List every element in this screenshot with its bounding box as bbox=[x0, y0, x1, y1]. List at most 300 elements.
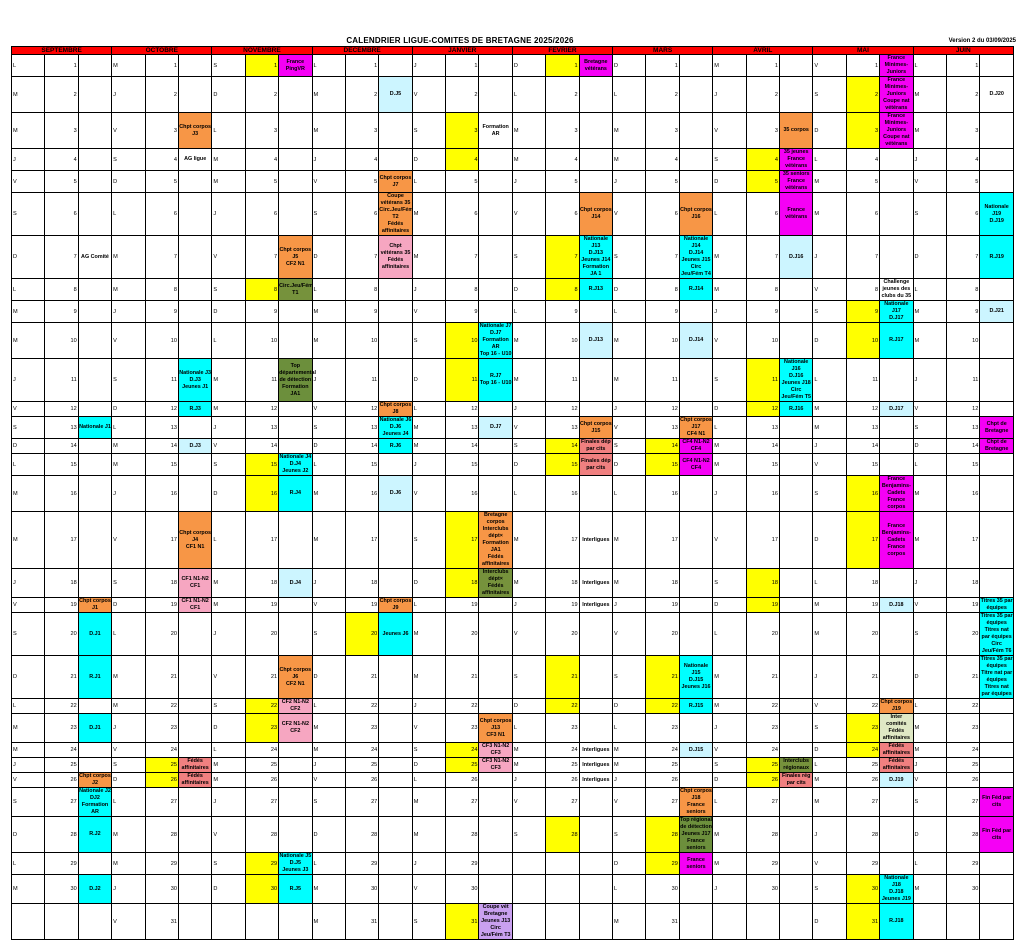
day-number-cell: 9 bbox=[446, 301, 479, 323]
event-cell bbox=[178, 439, 211, 454]
day-row bbox=[12, 853, 1014, 875]
weekday-cell: S bbox=[913, 788, 946, 817]
day-number-cell: 5 bbox=[245, 171, 278, 193]
event-cell bbox=[279, 77, 312, 113]
weekday-cell: V bbox=[112, 113, 145, 149]
weekday-cell: V bbox=[12, 171, 45, 193]
day-number-cell: 17 bbox=[546, 512, 579, 569]
event-cell bbox=[579, 598, 612, 613]
event-text: Nationale J5 bbox=[279, 853, 312, 859]
event-cell bbox=[980, 598, 1014, 613]
event-cell bbox=[880, 417, 913, 439]
weekday-cell: V bbox=[813, 699, 846, 714]
weekday-cell: M bbox=[12, 714, 45, 743]
event-cell bbox=[980, 853, 1014, 875]
event-text: Interclubs régionaux bbox=[783, 758, 810, 771]
day-number-cell: 5 bbox=[446, 171, 479, 193]
day-number-cell: 6 bbox=[746, 193, 779, 236]
day-number-cell: 18 bbox=[846, 569, 879, 598]
event-cell bbox=[78, 904, 111, 940]
event-text: Nationale J4 bbox=[279, 454, 312, 460]
weekday-cell: S bbox=[112, 359, 145, 402]
event-text: Jeunes J2 bbox=[282, 468, 309, 474]
weekday-cell: V bbox=[813, 279, 846, 301]
day-number-cell: 23 bbox=[546, 714, 579, 743]
event-cell bbox=[579, 773, 612, 788]
weekday-cell: S bbox=[112, 758, 145, 773]
weekday-cell: M bbox=[512, 758, 545, 773]
day-number-cell: 6 bbox=[345, 193, 378, 236]
day-row bbox=[12, 171, 1014, 193]
event-cell bbox=[880, 236, 913, 279]
day-number-cell: 7 bbox=[946, 236, 979, 279]
event-cell bbox=[279, 323, 312, 359]
event-text: Formation AR bbox=[482, 337, 509, 350]
day-number-cell: 13 bbox=[446, 417, 479, 439]
weekday-cell: D bbox=[813, 113, 846, 149]
day-number-cell: 20 bbox=[646, 613, 679, 656]
event-cell bbox=[779, 904, 812, 940]
weekday-cell: L bbox=[212, 512, 245, 569]
day-number-cell: 30 bbox=[846, 875, 879, 904]
event-cell bbox=[78, 279, 111, 301]
weekday-cell: M bbox=[312, 301, 345, 323]
event-cell bbox=[279, 454, 312, 476]
day-row bbox=[12, 569, 1014, 598]
event-cell bbox=[779, 402, 812, 417]
event-text: Jeunes J3 bbox=[282, 867, 309, 873]
event-text: D.J19 bbox=[889, 776, 904, 783]
event-text: D.J4 bbox=[289, 579, 302, 586]
weekday-cell: M bbox=[112, 699, 145, 714]
event-cell bbox=[178, 817, 211, 853]
day-number-cell: 17 bbox=[446, 512, 479, 569]
weekday-cell: M bbox=[112, 279, 145, 301]
day-number-cell: 22 bbox=[846, 699, 879, 714]
event-text: Circ Jeu/Fém T4 bbox=[681, 264, 711, 277]
day-number-cell: 9 bbox=[746, 301, 779, 323]
event-text: Nationale J14 bbox=[683, 236, 709, 249]
weekday-cell: D bbox=[412, 149, 445, 171]
event-cell bbox=[880, 512, 913, 569]
day-number-cell: 22 bbox=[45, 699, 78, 714]
event-cell bbox=[379, 512, 412, 569]
event-text: Nationale J2 bbox=[79, 788, 111, 794]
event-text: CF1 N1 bbox=[185, 543, 205, 550]
day-number-cell: 27 bbox=[746, 788, 779, 817]
weekday-cell: L bbox=[813, 569, 846, 598]
weekday-cell: M bbox=[613, 569, 646, 598]
event-text: Titres 35 par équipes bbox=[980, 613, 1013, 626]
event-text: Chpt de Bretagne bbox=[984, 439, 1009, 452]
event-cell bbox=[178, 569, 211, 598]
weekday-cell: L bbox=[713, 193, 746, 236]
weekday-cell: L bbox=[312, 454, 345, 476]
weekday-cell: S bbox=[212, 699, 245, 714]
day-number-cell: 22 bbox=[245, 699, 278, 714]
event-text: Jeunes J4 bbox=[382, 431, 409, 437]
weekday-cell: J bbox=[112, 476, 145, 512]
day-number-cell: 5 bbox=[746, 171, 779, 193]
day-number-cell: 10 bbox=[946, 323, 979, 359]
event-text: Jeunes J6 bbox=[382, 630, 409, 637]
event-cell bbox=[579, 788, 612, 817]
event-cell bbox=[78, 853, 111, 875]
event-text: Titres 35 par équipes bbox=[980, 656, 1013, 669]
event-cell bbox=[178, 171, 211, 193]
weekday-cell: S bbox=[813, 301, 846, 323]
day-number-cell: 22 bbox=[646, 699, 679, 714]
event-text: CF1 N1-N2 bbox=[181, 576, 209, 582]
event-cell bbox=[279, 149, 312, 171]
weekday-cell: M bbox=[112, 853, 145, 875]
weekday-cell: S bbox=[312, 417, 345, 439]
event-cell bbox=[779, 598, 812, 613]
day-number-cell: 5 bbox=[846, 171, 879, 193]
event-cell bbox=[78, 359, 111, 402]
event-text: D.J13 bbox=[588, 250, 604, 256]
event-text: CF3 N1-N2 bbox=[482, 758, 510, 764]
day-number-cell: 2 bbox=[946, 77, 979, 113]
event-text: 35 seniors bbox=[782, 171, 810, 177]
weekday-cell: J bbox=[512, 171, 545, 193]
event-cell bbox=[679, 613, 712, 656]
event-text: France Minimes- bbox=[884, 77, 909, 90]
event-cell bbox=[479, 171, 512, 193]
day-number-cell: 18 bbox=[245, 569, 278, 598]
day-number-cell: 15 bbox=[245, 454, 278, 476]
event-text: Circ Jeu/Fém T3 bbox=[480, 925, 511, 938]
event-cell bbox=[980, 417, 1014, 439]
day-row bbox=[12, 323, 1014, 359]
day-number-cell: 12 bbox=[245, 402, 278, 417]
day-row bbox=[12, 904, 1014, 940]
weekday-cell: J bbox=[112, 714, 145, 743]
day-row bbox=[12, 598, 1014, 613]
event-cell bbox=[679, 193, 712, 236]
event-cell bbox=[279, 569, 312, 598]
day-number-cell: 10 bbox=[546, 323, 579, 359]
event-text: Juniors bbox=[886, 91, 907, 97]
weekday-cell: M bbox=[312, 904, 345, 940]
event-text: Circ.Jeu/Fém T2 bbox=[379, 207, 414, 220]
weekday-cell: J bbox=[613, 773, 646, 788]
day-number-cell: 18 bbox=[946, 569, 979, 598]
weekday-cell: L bbox=[312, 853, 345, 875]
event-cell bbox=[379, 323, 412, 359]
event-cell bbox=[178, 454, 211, 476]
event-cell bbox=[379, 476, 412, 512]
weekday-cell: M bbox=[913, 714, 946, 743]
event-cell bbox=[178, 875, 211, 904]
weekday-cell: M bbox=[713, 236, 746, 279]
weekday-cell: M bbox=[613, 512, 646, 569]
day-row bbox=[12, 439, 1014, 454]
day-number-cell: 5 bbox=[145, 171, 178, 193]
weekday-cell: M bbox=[613, 359, 646, 402]
day-number-cell: 4 bbox=[145, 149, 178, 171]
weekday-cell: S bbox=[112, 569, 145, 598]
event-cell bbox=[479, 788, 512, 817]
weekday-cell: M bbox=[613, 113, 646, 149]
event-cell bbox=[679, 55, 712, 77]
day-row bbox=[12, 476, 1014, 512]
weekday-cell: D bbox=[813, 743, 846, 758]
day-number-cell: 15 bbox=[846, 454, 879, 476]
day-number-cell: 2 bbox=[446, 77, 479, 113]
weekday-cell: J bbox=[512, 773, 545, 788]
day-number-cell: 24 bbox=[746, 743, 779, 758]
event-cell bbox=[980, 301, 1014, 323]
weekday-cell: S bbox=[613, 236, 646, 279]
weekday-cell: V bbox=[112, 743, 145, 758]
weekday-cell: S bbox=[12, 193, 45, 236]
event-text: CF2 N1-N2 bbox=[281, 699, 309, 705]
day-number-cell: 21 bbox=[646, 656, 679, 699]
day-row bbox=[12, 817, 1014, 853]
weekday-cell: S bbox=[913, 613, 946, 656]
event-text: France seniors bbox=[686, 838, 706, 851]
weekday-cell: M bbox=[12, 512, 45, 569]
weekday-cell: S bbox=[813, 875, 846, 904]
event-cell bbox=[178, 512, 211, 569]
event-cell bbox=[479, 279, 512, 301]
weekday-cell: J bbox=[613, 402, 646, 417]
event-text: CF4 bbox=[690, 464, 702, 471]
event-cell bbox=[779, 699, 812, 714]
event-cell bbox=[579, 323, 612, 359]
weekday-cell: D bbox=[212, 714, 245, 743]
event-text: D.J15 bbox=[688, 746, 704, 753]
day-number-cell: 29 bbox=[45, 853, 78, 875]
weekday-cell: D bbox=[412, 569, 445, 598]
event-cell bbox=[178, 149, 211, 171]
weekday-cell: M bbox=[412, 236, 445, 279]
weekday-cell: S bbox=[813, 476, 846, 512]
weekday-cell: M bbox=[512, 743, 545, 758]
weekday-cell: L bbox=[412, 773, 445, 788]
day-number-cell: 11 bbox=[846, 359, 879, 402]
event-cell bbox=[379, 613, 412, 656]
weekday-cell: J bbox=[412, 699, 445, 714]
weekday-cell: L bbox=[12, 279, 45, 301]
event-cell bbox=[78, 236, 111, 279]
day-number-cell: 30 bbox=[45, 875, 78, 904]
day-number-cell: 12 bbox=[646, 402, 679, 417]
event-cell bbox=[679, 904, 712, 940]
day-number-cell: 12 bbox=[946, 402, 979, 417]
event-cell bbox=[880, 875, 913, 904]
weekday-cell: J bbox=[212, 788, 245, 817]
weekday-cell: D bbox=[312, 656, 345, 699]
calendar-body bbox=[12, 55, 1014, 940]
weekday-cell: J bbox=[613, 171, 646, 193]
weekday-cell: S bbox=[312, 613, 345, 656]
day-number-cell: 17 bbox=[345, 512, 378, 569]
event-cell bbox=[880, 476, 913, 512]
weekday-cell: D bbox=[412, 758, 445, 773]
day-number-cell: 22 bbox=[446, 699, 479, 714]
event-text: CF3 bbox=[490, 765, 501, 771]
weekday-cell: S bbox=[713, 359, 746, 402]
event-text: CF4 bbox=[690, 446, 702, 452]
weekday-cell: M bbox=[713, 439, 746, 454]
weekday-cell: D bbox=[613, 279, 646, 301]
day-number-cell: 3 bbox=[45, 113, 78, 149]
weekday-cell: J bbox=[713, 77, 746, 113]
day-number-cell: 11 bbox=[345, 359, 378, 402]
event-text: CF2 N1 bbox=[286, 680, 305, 687]
event-cell bbox=[679, 77, 712, 113]
day-number-cell: 10 bbox=[45, 323, 78, 359]
day-number-cell: 3 bbox=[446, 113, 479, 149]
event-cell bbox=[579, 853, 612, 875]
weekday-cell: M bbox=[813, 193, 846, 236]
day-number-cell: 7 bbox=[45, 236, 78, 279]
day-number-cell bbox=[546, 853, 579, 875]
event-cell bbox=[880, 113, 913, 149]
day-number-cell: 8 bbox=[746, 279, 779, 301]
weekday-cell: S bbox=[312, 193, 345, 236]
event-text: R.J16 bbox=[788, 405, 804, 412]
event-cell bbox=[779, 788, 812, 817]
event-text: Formation AR bbox=[482, 123, 509, 137]
day-number-cell: 10 bbox=[446, 323, 479, 359]
day-number-cell: 18 bbox=[345, 569, 378, 598]
event-cell bbox=[279, 402, 312, 417]
event-cell bbox=[980, 193, 1014, 236]
day-number-cell: 22 bbox=[546, 699, 579, 714]
day-number-cell: 25 bbox=[345, 758, 378, 773]
event-cell bbox=[980, 699, 1014, 714]
event-text: R.J17 bbox=[889, 337, 904, 343]
day-number-cell: 26 bbox=[946, 773, 979, 788]
weekday-cell: L bbox=[312, 55, 345, 77]
event-cell bbox=[78, 773, 111, 788]
event-cell bbox=[980, 569, 1014, 598]
event-cell bbox=[880, 323, 913, 359]
event-text: Formation JA1 bbox=[282, 383, 309, 397]
day-number-cell: 6 bbox=[245, 193, 278, 236]
day-number-cell: 3 bbox=[345, 113, 378, 149]
day-number-cell: 31 bbox=[646, 904, 679, 940]
day-number-cell: 4 bbox=[45, 149, 78, 171]
event-text: Finales dép par cits bbox=[581, 457, 611, 471]
event-text: France Benjamins- bbox=[881, 522, 911, 536]
weekday-cell: V bbox=[212, 656, 245, 699]
weekday-cell: S bbox=[412, 904, 445, 940]
day-number-cell: 29 bbox=[746, 853, 779, 875]
weekday-cell: V bbox=[813, 55, 846, 77]
day-row bbox=[12, 402, 1014, 417]
weekday-cell: D bbox=[512, 699, 545, 714]
day-number-cell: 19 bbox=[345, 598, 378, 613]
event-text: Nationale J16 bbox=[784, 359, 809, 372]
day-number-cell: 20 bbox=[746, 613, 779, 656]
event-cell bbox=[779, 512, 812, 569]
event-text: Jeunes J14 bbox=[581, 257, 611, 263]
event-cell bbox=[980, 113, 1014, 149]
event-cell bbox=[980, 773, 1014, 788]
event-text: AG Comité bbox=[81, 253, 109, 260]
event-cell bbox=[779, 773, 812, 788]
weekday-cell: L bbox=[913, 853, 946, 875]
weekday-cell: J bbox=[713, 875, 746, 904]
weekday-cell: V bbox=[713, 323, 746, 359]
event-cell bbox=[579, 279, 612, 301]
day-number-cell: 5 bbox=[646, 171, 679, 193]
day-number-cell: 2 bbox=[45, 77, 78, 113]
day-number-cell: 19 bbox=[846, 598, 879, 613]
event-text: Cadets bbox=[887, 536, 906, 543]
weekday-cell: M bbox=[412, 193, 445, 236]
weekday-cell: L bbox=[613, 301, 646, 323]
day-number-cell: 28 bbox=[546, 817, 579, 853]
day-number-cell: 16 bbox=[746, 476, 779, 512]
weekday-cell: D bbox=[12, 656, 45, 699]
weekday-cell: S bbox=[913, 193, 946, 236]
event-cell bbox=[178, 699, 211, 714]
day-number-cell: 8 bbox=[45, 279, 78, 301]
event-cell bbox=[279, 817, 312, 853]
event-cell bbox=[779, 149, 812, 171]
event-cell bbox=[880, 149, 913, 171]
day-row bbox=[12, 788, 1014, 817]
event-text: Nationale J7 bbox=[479, 323, 512, 329]
month-header: OCTOBRE bbox=[112, 47, 212, 55]
day-number-cell: 21 bbox=[746, 656, 779, 699]
day-number-cell: 27 bbox=[846, 788, 879, 817]
event-text: D.J5 bbox=[289, 860, 302, 866]
event-cell bbox=[279, 439, 312, 454]
event-cell bbox=[779, 743, 812, 758]
weekday-cell: M bbox=[12, 743, 45, 758]
weekday-cell: M bbox=[412, 613, 445, 656]
day-number-cell: 15 bbox=[446, 454, 479, 476]
weekday-cell: D bbox=[813, 904, 846, 940]
day-number-cell: 6 bbox=[145, 193, 178, 236]
event-cell bbox=[679, 758, 712, 773]
weekday-cell: J bbox=[512, 402, 545, 417]
weekday-cell: V bbox=[312, 171, 345, 193]
event-cell bbox=[779, 817, 812, 853]
weekday-cell: L bbox=[613, 875, 646, 904]
event-cell bbox=[880, 193, 913, 236]
weekday-cell: S bbox=[913, 417, 946, 439]
day-number-cell: 6 bbox=[446, 193, 479, 236]
event-text: Bretagne vétérans bbox=[584, 58, 608, 72]
event-text: CF4 N1 bbox=[686, 431, 706, 437]
day-number-cell: 4 bbox=[345, 149, 378, 171]
weekday-cell: M bbox=[713, 817, 746, 853]
event-cell bbox=[880, 773, 913, 788]
event-cell bbox=[880, 817, 913, 853]
day-number-cell: 11 bbox=[446, 359, 479, 402]
day-number-cell bbox=[546, 904, 579, 940]
day-number-cell: 5 bbox=[45, 171, 78, 193]
weekday-cell: S bbox=[12, 417, 45, 439]
weekday-cell: V bbox=[512, 788, 545, 817]
event-text: Nationale J17 bbox=[884, 301, 909, 314]
day-number-cell bbox=[45, 904, 78, 940]
weekday-cell: M bbox=[913, 512, 946, 569]
event-cell bbox=[379, 598, 412, 613]
day-number-cell: 7 bbox=[145, 236, 178, 279]
event-cell bbox=[779, 55, 812, 77]
event-text: Chpt de Bretagne bbox=[984, 420, 1009, 434]
event-cell bbox=[379, 439, 412, 454]
weekday-cell: M bbox=[12, 323, 45, 359]
